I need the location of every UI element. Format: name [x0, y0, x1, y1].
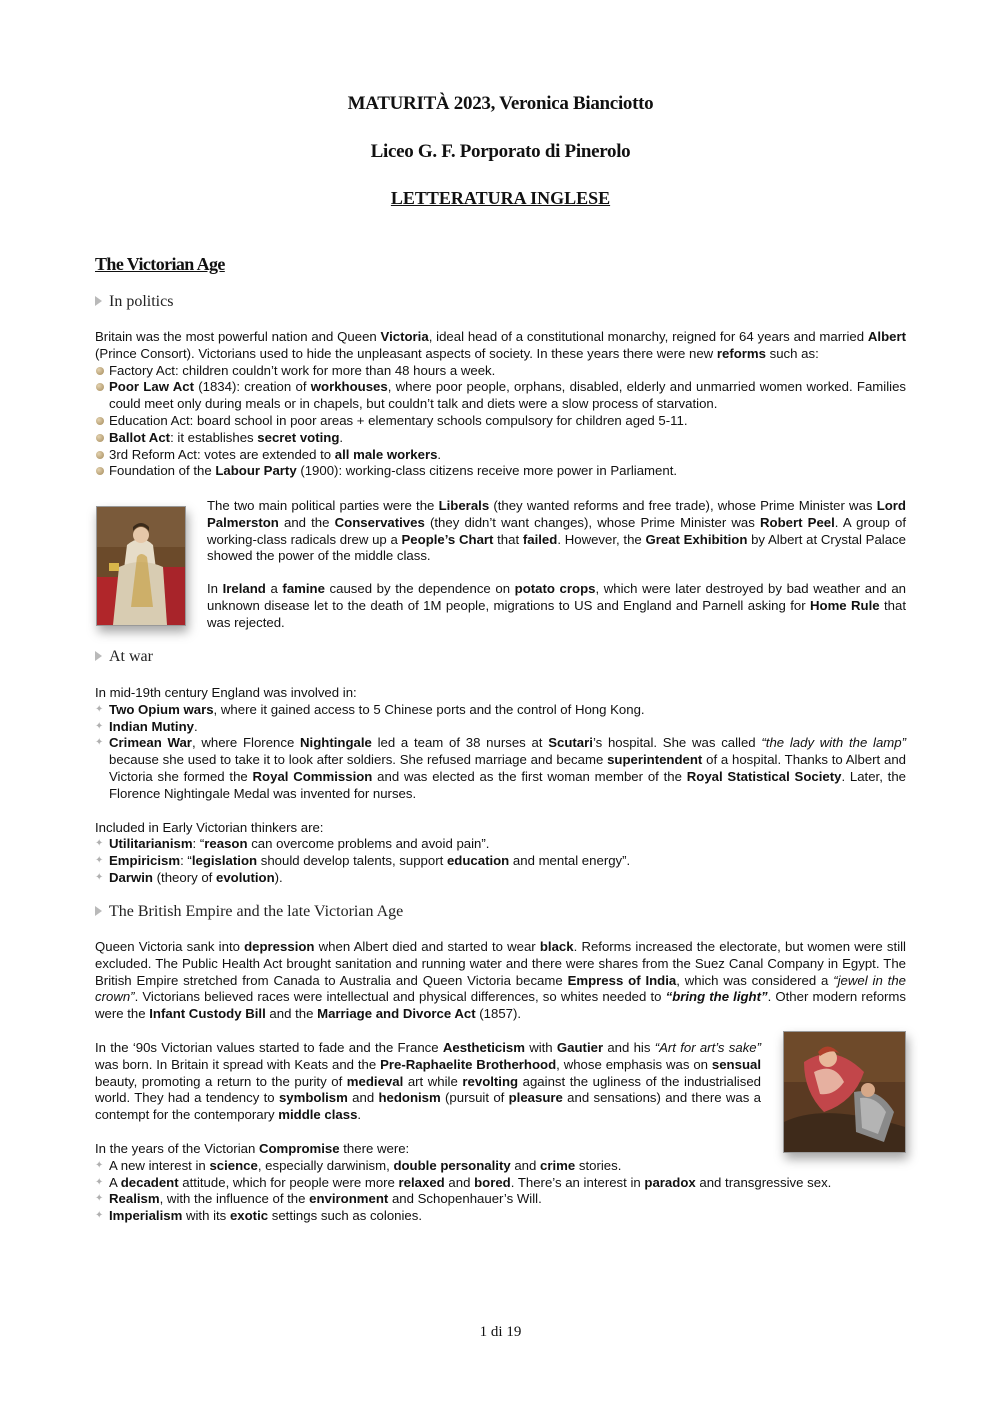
empire-paragraph: Queen Victoria sank into depression when Albert died and started to wear black. Reforms increased the electorate, but women were still excluded. The Public Health Act brought sanitation and running water and there were shares from the Suez Canal Company in Egypt. The British Empire stretched from Canada to Australia and Queen Victoria became Empress of India, which was considered a “jewel in the crown”. Victorians believed races were intellectual and physical differences, so whites needed to “bring the light”. Other modern reforms were the Infant Custody Bill and the Marriage and Divorce Act (1857).	[95, 939, 907, 1022]
list-item: Foundation of the Labour Party (1900): working-class citizens receive more power in Parliament.	[95, 463, 906, 480]
thinkers-intro: Included in Early Victorian thinkers are:	[95, 819, 324, 835]
ireland-paragraph: In Ireland a famine caused by the dependence on potato crops, which were later destroyed by bad weather and an unknown disease let to the death of 1M people, migrations to US and England and Parnell asking for Home Rule that was rejected.	[207, 581, 906, 630]
war-list	[95, 702, 906, 803]
list-item: ✦ Realism, with the influence of the environment and Schopenhauer’s Will.	[95, 1191, 906, 1208]
aestheticism-block	[95, 1040, 761, 1124]
pre-raphaelite-painting	[783, 1031, 906, 1153]
list-item: ✦ Indian Mutiny.	[95, 719, 906, 736]
document-title: MATURITÀ 2023, Veronica Bianciotto	[347, 93, 654, 114]
list-item: ✦ Utilitarianism: “reason can overcome problems and avoid pain”.	[95, 836, 906, 853]
compromise-list	[95, 1158, 906, 1225]
subheading-politics: In politics	[95, 294, 173, 311]
compromise-intro: In the years of the Victorian Compromise there were:	[95, 1141, 410, 1156]
triangle-bullet-icon	[95, 296, 102, 306]
list-item: ✦ A new interest in science, especially darwinism, double personality and crime stories.	[95, 1158, 906, 1175]
war-intro: In mid-19th century England was involved in:	[95, 685, 357, 700]
subheading-empire: The British Empire and the late Victorian Age	[95, 904, 403, 921]
politics-paragraph: Britain was the most powerful nation and Queen Victoria, ideal head of a constitutional monarchy, reigned for 64 years and married Albert (Prince Consort). Victorians used to hide the unpleasant aspects of society. In these years there were new reforms such as:	[95, 329, 906, 361]
queen-victoria-portrait	[96, 506, 186, 626]
list-item: Education Act: board school in poor areas + elementary schools compulsory for children aged 5-11.	[95, 413, 906, 430]
list-item: ✦ Empiricism: “legislation should develop talents, support education and mental energy”.	[95, 853, 906, 870]
painting-image-icon	[784, 1032, 905, 1152]
thinkers-list	[95, 836, 906, 886]
list-item: ✦ Crimean War, where Florence Nightingale led a team of 38 nurses at Scutari’s hospital. She was called “the lady with the lamp” because she used to take it to look after soldiers. She refused marriage and became superintendent of a hospital. Thanks to Albert and Victoria she formed the Royal Commission and was elected as the first woman member of the Royal Statistical Society. Later, the Florence Nightingale Medal was invented for nurses.	[95, 735, 906, 802]
subject-title: LETTERATURA INGLESE	[390, 188, 611, 208]
school-name: Liceo G. F. Porporato di Pinerolo	[370, 141, 631, 162]
reforms-list	[95, 363, 906, 481]
triangle-bullet-icon	[95, 651, 102, 661]
parties-paragraph: The two main political parties were the Liberals (they wanted reforms and free trade), whose Prime Minister was Lord Palmerston and the Conservatives (they didn’t want changes), whose Prime Minister was Robert Peel. A group of working-class radicals drew up a People’s Chart that failed. However, the Great Exhibition by Albert at Crystal Palace showed the power of the middle class.	[207, 498, 906, 564]
list-item: ✦ Darwin (theory of evolution).	[95, 870, 906, 887]
empire-section	[95, 939, 906, 1023]
list-item: ✦ Two Opium wars, where it gained access to 5 Chinese ports and the control of Hong Kong.	[95, 702, 906, 719]
war-section	[95, 685, 906, 887]
political-parties	[207, 498, 906, 632]
list-item: Poor Law Act (1834): creation of workhouses, where poor people, orphans, disabled, elderly and unmarried women worked. Families could meet only during meals or in chapels, but couldn’t talk and diets were a slow process of starvation.	[95, 379, 906, 413]
list-item: ✦ A decadent attitude, which for people were more relaxed and bored. There’s an interest in paradox and transgressive sex.	[95, 1175, 906, 1192]
politics-intro	[95, 329, 906, 480]
list-item: Ballot Act: it establishes secret voting.	[95, 430, 906, 447]
subheading-war: At war	[95, 649, 153, 666]
compromise-section	[95, 1141, 906, 1225]
list-item: 3rd Reform Act: votes are extended to all male workers.	[95, 447, 906, 464]
page-number: 1 di 19	[479, 1324, 522, 1340]
triangle-bullet-icon	[95, 906, 102, 916]
list-item: Factory Act: children couldn’t work for more than 48 hours a week.	[95, 363, 906, 380]
aestheticism-paragraph: In the ‘90s Victorian values started to fade and the France Aestheticism with Gautier and his “Art for art’s sake” was born. In Britain it spread with Keats and the Pre-Raphaelite Brotherhood, whose emphasis was on sensual beauty, promoting a return to the purity of medieval art while revolting against the ugliness of the industrialised world. They had a tendency to symbolism and hedonism (pursuit of pleasure and sensations) and there was a contempt for the contemporary middle class.	[95, 1040, 762, 1123]
section-title: The Victorian Age	[95, 254, 225, 274]
portrait-image-icon	[97, 507, 185, 625]
list-item: ✦ Imperialism with its exotic settings such as colonies.	[95, 1208, 906, 1225]
